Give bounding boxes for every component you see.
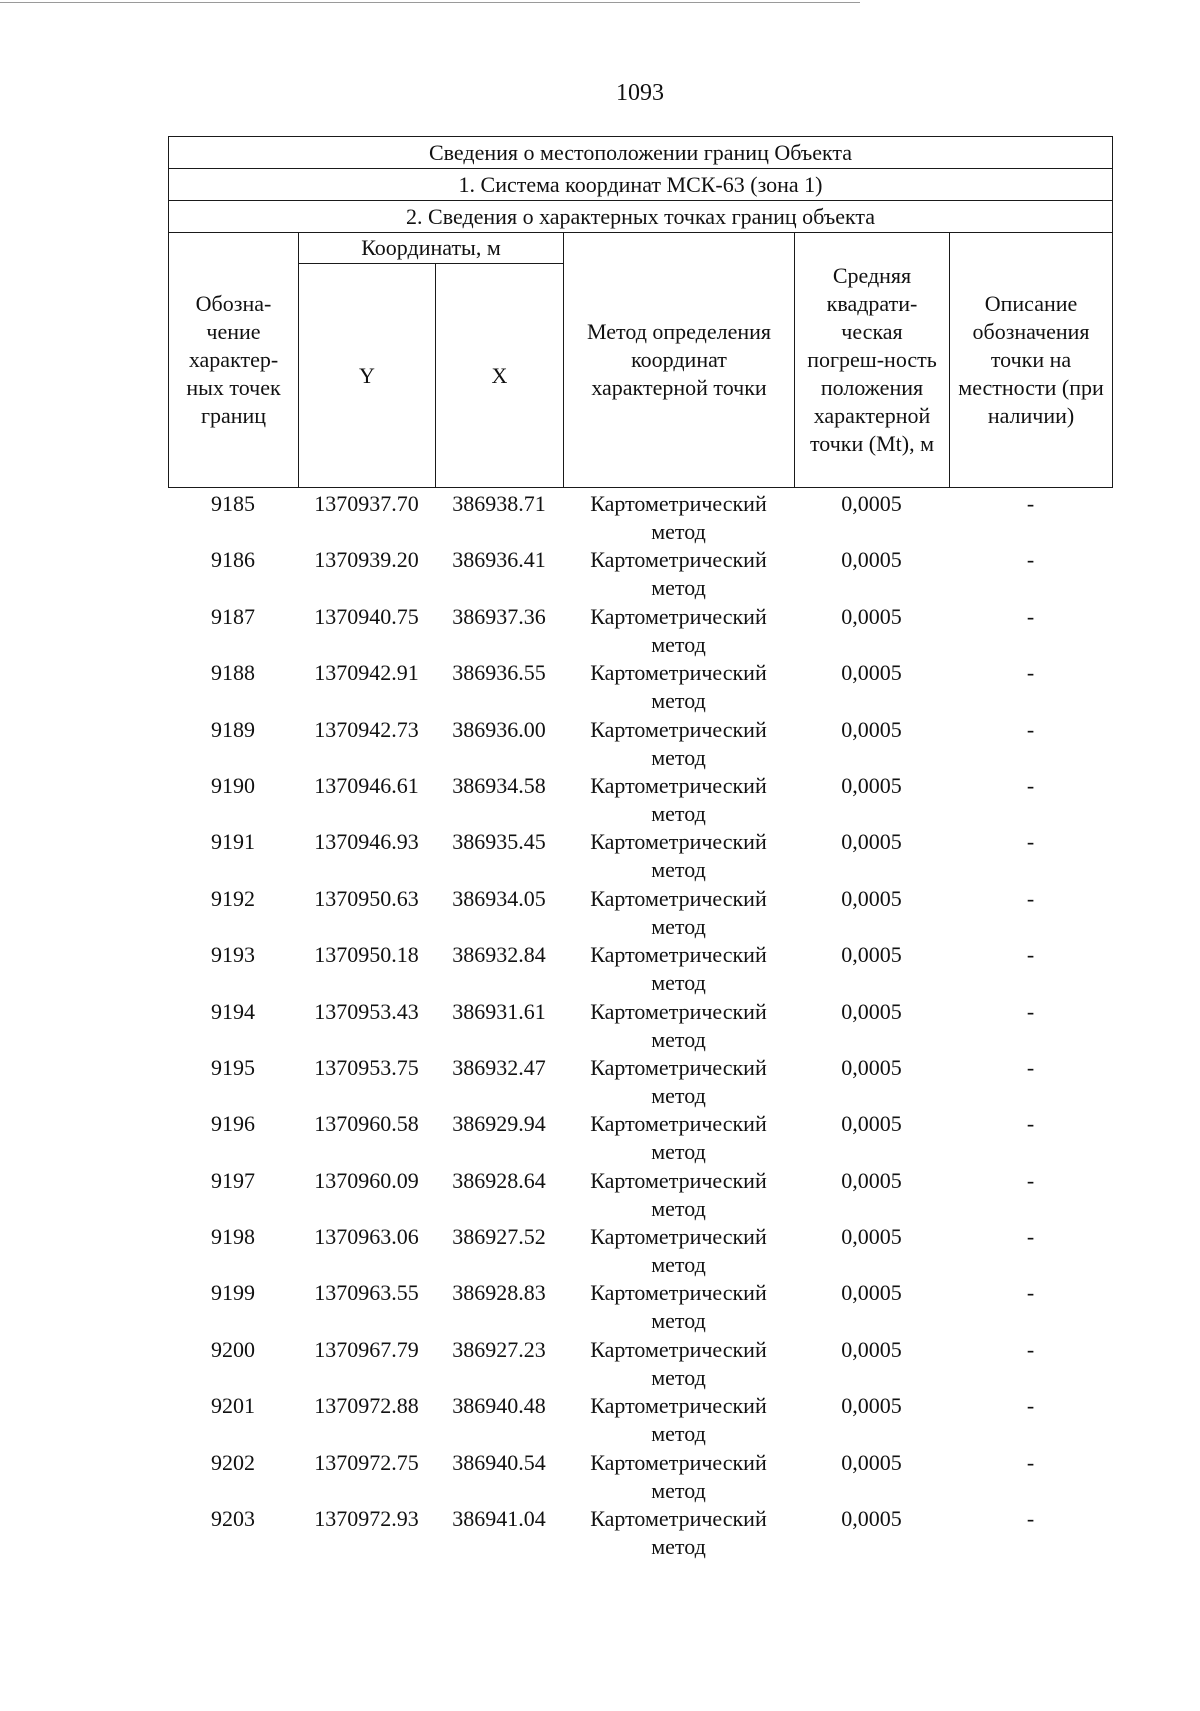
error-value: 0,0005 bbox=[841, 829, 902, 855]
table-row bbox=[168, 828, 1112, 884]
point-id: 9198 bbox=[211, 1224, 255, 1250]
description: - bbox=[1026, 942, 1035, 968]
coordinate-y: 1370967.79 bbox=[314, 1336, 419, 1362]
table-row bbox=[168, 1392, 1112, 1448]
table-row bbox=[168, 1054, 1112, 1110]
error-value: 0,0005 bbox=[841, 716, 902, 742]
coordinate-x: 386935.45 bbox=[452, 829, 546, 855]
boundary-points-body bbox=[168, 490, 1112, 1561]
point-id: 9190 bbox=[211, 772, 255, 798]
col-header-method: Метод определения координат характерной точки bbox=[564, 233, 795, 488]
method: Картометрический метод bbox=[590, 491, 767, 544]
description: - bbox=[1026, 716, 1035, 742]
page-number: 1093 bbox=[616, 80, 664, 106]
method: Картометрический метод bbox=[590, 1167, 767, 1221]
table-row bbox=[168, 885, 1112, 941]
top-rule bbox=[0, 2, 860, 3]
point-id: 9202 bbox=[211, 1449, 255, 1475]
point-id: 9192 bbox=[211, 885, 255, 911]
method: Картометрический метод bbox=[590, 1224, 767, 1278]
error-value: 0,0005 bbox=[841, 603, 902, 629]
error-value: 0,0005 bbox=[841, 1280, 902, 1306]
table-row bbox=[168, 546, 1112, 602]
table-row bbox=[168, 772, 1112, 828]
coordinate-y: 1370960.58 bbox=[314, 1111, 419, 1137]
description: - bbox=[1026, 660, 1035, 686]
error-value: 0,0005 bbox=[841, 547, 902, 573]
coordinate-x: 386937.36 bbox=[452, 603, 546, 629]
col-header-coordinates: Координаты, м bbox=[299, 233, 564, 264]
error-value: 0,0005 bbox=[841, 660, 902, 686]
description: - bbox=[1026, 1167, 1035, 1193]
point-id: 9196 bbox=[211, 1111, 255, 1137]
description: - bbox=[1026, 1449, 1035, 1475]
coordinate-y: 1370953.75 bbox=[314, 1054, 419, 1080]
coordinate-y: 1370972.93 bbox=[314, 1506, 419, 1532]
boundary-points-table bbox=[168, 490, 1112, 1561]
coordinate-y: 1370939.20 bbox=[314, 547, 419, 573]
table-row bbox=[168, 1279, 1112, 1335]
method: Картометрический метод bbox=[590, 772, 767, 826]
table-row bbox=[168, 490, 1112, 546]
coordinate-x: 386941.04 bbox=[452, 1506, 546, 1532]
coordinate-y: 1370946.61 bbox=[314, 772, 419, 798]
coordinate-x: 386927.23 bbox=[452, 1336, 546, 1362]
coordinate-y: 1370963.06 bbox=[314, 1224, 419, 1250]
method: Картометрический метод bbox=[590, 1280, 767, 1334]
description: - bbox=[1026, 1336, 1035, 1362]
table-row bbox=[168, 1167, 1112, 1223]
col-header-description: Описание обозначения точки на местности (при наличии) bbox=[950, 233, 1113, 488]
coordinate-y: 1370942.73 bbox=[314, 716, 419, 742]
description: - bbox=[1026, 603, 1035, 629]
coordinate-y: 1370963.55 bbox=[314, 1280, 419, 1306]
coordinate-x: 386931.61 bbox=[452, 998, 546, 1024]
description: - bbox=[1026, 1224, 1035, 1250]
method: Картометрический метод bbox=[590, 660, 767, 714]
error-value: 0,0005 bbox=[841, 1506, 902, 1532]
method: Картометрический метод bbox=[590, 885, 767, 939]
point-id: 9197 bbox=[211, 1167, 255, 1193]
table-row bbox=[168, 1336, 1112, 1392]
coordinate-x: 386934.58 bbox=[452, 772, 546, 798]
coordinate-x: 386936.00 bbox=[452, 716, 546, 742]
method: Картометрический метод bbox=[590, 1336, 767, 1390]
point-id: 9200 bbox=[211, 1336, 255, 1362]
error-value: 0,0005 bbox=[841, 1054, 902, 1080]
description: - bbox=[1026, 885, 1035, 911]
point-id: 9186 bbox=[211, 547, 255, 573]
coordinate-y: 1370972.75 bbox=[314, 1449, 419, 1475]
method: Картометрический метод bbox=[590, 1506, 767, 1560]
table-row bbox=[168, 1505, 1112, 1561]
coordinate-x: 386936.55 bbox=[452, 660, 546, 686]
table-row bbox=[168, 941, 1112, 997]
coordinate-y: 1370950.63 bbox=[314, 885, 419, 911]
method: Картометрический метод bbox=[590, 1054, 767, 1108]
point-id: 9194 bbox=[211, 998, 255, 1024]
coordinate-x: 386936.41 bbox=[452, 547, 546, 573]
table-row bbox=[168, 659, 1112, 715]
col-header-x: X bbox=[436, 264, 564, 488]
description: - bbox=[1026, 547, 1035, 573]
table-row bbox=[168, 603, 1112, 659]
col-header-y: Y bbox=[299, 264, 436, 488]
description: - bbox=[1026, 998, 1035, 1024]
boundary-table-header bbox=[168, 136, 1113, 488]
coordinate-x: 386934.05 bbox=[452, 885, 546, 911]
coordinate-system: 1. Система координат МСК-63 (зона 1) bbox=[169, 169, 1113, 201]
col-header-error: Средняя квадрати-ческая погреш-ность положения характерной точки (Mt), м bbox=[795, 233, 950, 488]
method: Картометрический метод bbox=[590, 829, 767, 883]
error-value: 0,0005 bbox=[841, 942, 902, 968]
coordinate-x: 386938.71 bbox=[452, 491, 546, 516]
description: - bbox=[1026, 1506, 1035, 1532]
point-id: 9188 bbox=[211, 660, 255, 686]
method: Картометрический метод bbox=[590, 942, 767, 996]
description: - bbox=[1026, 1393, 1035, 1419]
coordinate-x: 386932.84 bbox=[452, 942, 546, 968]
description: - bbox=[1026, 1054, 1035, 1080]
method: Картометрический метод bbox=[590, 1111, 767, 1165]
point-id: 9191 bbox=[211, 829, 255, 855]
error-value: 0,0005 bbox=[841, 1111, 902, 1137]
error-value: 0,0005 bbox=[841, 885, 902, 911]
description: - bbox=[1026, 491, 1035, 516]
description: - bbox=[1026, 829, 1035, 855]
table-row bbox=[168, 1110, 1112, 1166]
method: Картометрический метод bbox=[590, 998, 767, 1052]
method: Картометрический метод bbox=[590, 716, 767, 770]
point-id: 9189 bbox=[211, 716, 255, 742]
coordinate-x: 386932.47 bbox=[452, 1054, 546, 1080]
description: - bbox=[1026, 1280, 1035, 1306]
error-value: 0,0005 bbox=[841, 491, 902, 516]
error-value: 0,0005 bbox=[841, 772, 902, 798]
point-id: 9203 bbox=[211, 1506, 255, 1532]
error-value: 0,0005 bbox=[841, 998, 902, 1024]
method: Картометрический метод bbox=[590, 1393, 767, 1447]
coordinate-y: 1370953.43 bbox=[314, 998, 419, 1024]
table-row bbox=[168, 716, 1112, 772]
point-id: 9185 bbox=[211, 491, 255, 516]
description: - bbox=[1026, 1111, 1035, 1137]
coordinate-x: 386940.48 bbox=[452, 1393, 546, 1419]
point-id: 9193 bbox=[211, 942, 255, 968]
error-value: 0,0005 bbox=[841, 1336, 902, 1362]
coordinate-x: 386927.52 bbox=[452, 1224, 546, 1250]
table-row bbox=[168, 1449, 1112, 1505]
coordinate-y: 1370950.18 bbox=[314, 942, 419, 968]
error-value: 0,0005 bbox=[841, 1393, 902, 1419]
description: - bbox=[1026, 772, 1035, 798]
coordinate-y: 1370940.75 bbox=[314, 603, 419, 629]
col-header-designation: Обозна-чение характер-ных точек границ bbox=[169, 233, 299, 488]
coordinate-y: 1370972.88 bbox=[314, 1393, 419, 1419]
point-id: 9187 bbox=[211, 603, 255, 629]
method: Картометрический метод bbox=[590, 547, 767, 601]
error-value: 0,0005 bbox=[841, 1167, 902, 1193]
table-row bbox=[168, 1223, 1112, 1279]
table-row bbox=[168, 998, 1112, 1054]
coordinate-y: 1370937.70 bbox=[314, 491, 419, 516]
point-id: 9195 bbox=[211, 1054, 255, 1080]
point-id: 9201 bbox=[211, 1393, 255, 1419]
point-id: 9199 bbox=[211, 1280, 255, 1306]
method: Картометрический метод bbox=[590, 1449, 767, 1503]
coordinate-y: 1370942.91 bbox=[314, 660, 419, 686]
coordinate-x: 386928.83 bbox=[452, 1280, 546, 1306]
error-value: 0,0005 bbox=[841, 1449, 902, 1475]
coordinate-x: 386929.94 bbox=[452, 1111, 546, 1137]
coordinate-y: 1370946.93 bbox=[314, 829, 419, 855]
coordinate-x: 386940.54 bbox=[452, 1449, 546, 1475]
table-title: Сведения о местоположении границ Объекта bbox=[169, 137, 1113, 169]
error-value: 0,0005 bbox=[841, 1224, 902, 1250]
section-title: 2. Сведения о характерных точках границ объекта bbox=[169, 201, 1113, 233]
method: Картометрический метод bbox=[590, 603, 767, 657]
coordinate-y: 1370960.09 bbox=[314, 1167, 419, 1193]
coordinate-x: 386928.64 bbox=[452, 1167, 546, 1193]
